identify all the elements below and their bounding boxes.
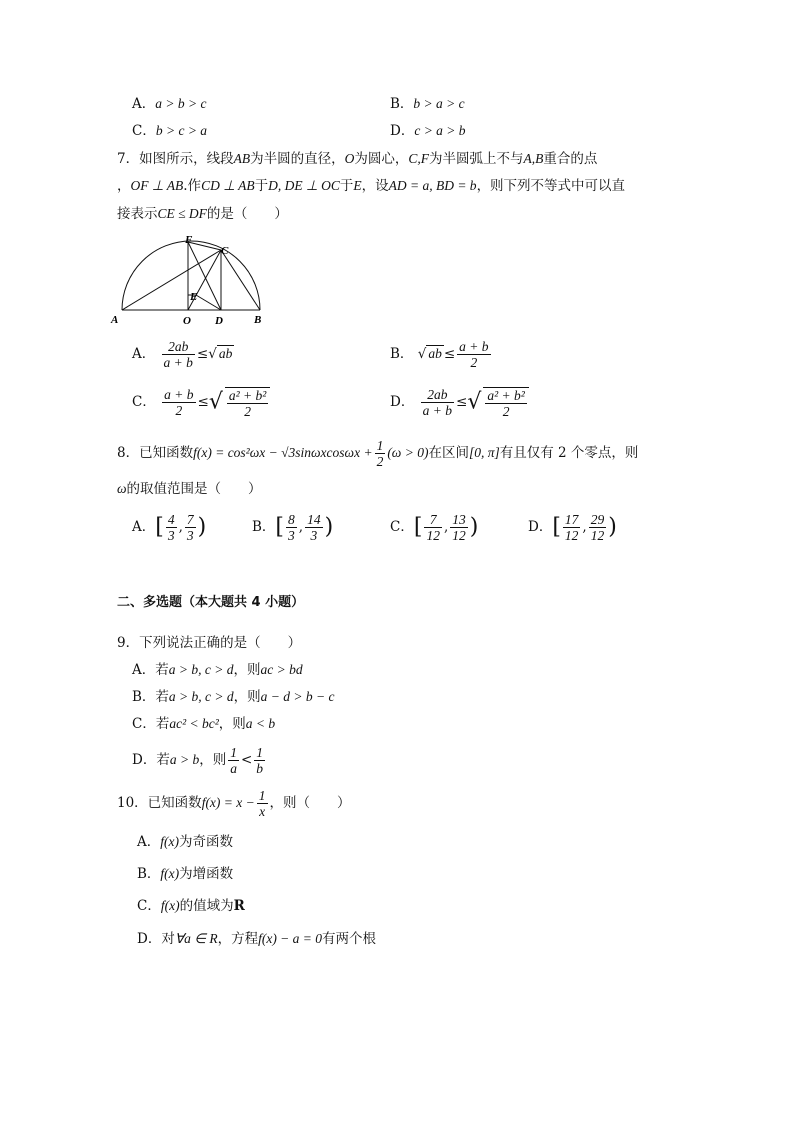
q6-option-a[interactable]: A．a > b > c [132,96,207,112]
q9-option-c[interactable]: C．若ac² < bc²，则a < b [132,716,276,732]
q6-option-c[interactable]: C．b > c > a [132,123,208,139]
q8-option-c[interactable]: C．[ $\frac{7}{12}$ , $\frac{13}{12}$ ) [390,512,479,543]
q8-stem-line2: ω的取值范围是（ ） [117,481,262,497]
label-o: O [183,315,191,327]
q7-option-b[interactable]: B． √ ab ≤ $\frac{a + b}{2}$ [390,339,489,370]
q8-stem-line1: 8．已知函数f(x) = cos²ωx − √3sinωxcosωx + $\frac{1}{2}$ (ω > 0)在区间[0, π]有且仅有 2 个零点，则 [117,438,639,469]
q10-option-a[interactable]: A．f(x)为奇函数 [137,834,233,850]
q8-option-a[interactable]: A．[ $\frac{4}{3}$ , $\frac{7}{3}$ ) [132,512,207,543]
q7-stem-line1: 7．如图所示，线段AB为半圆的直径，O为圆心，C,F为半圆弧上不与A,B重合的点 [117,151,598,167]
q7-stem-line2: ，OF ⊥ AB.作CD ⊥ AB于D, DE ⊥ OC于E，设AD = a, BD = b，则下列不等式中可以直 [117,178,626,194]
q10-option-c[interactable]: C．f(x)的值域为R [137,898,245,914]
q9-stem: 9．下列说法正确的是（ ） [117,635,302,651]
q10-option-d[interactable]: D．对∀a ∈ R，方程f(x) − a = 0有两个根 [137,931,377,947]
label-e: E [190,291,198,303]
q9-option-b[interactable]: B．若a > b, c > d，则a − d > b − c [132,689,335,705]
q9-option-d[interactable]: D．若a > b，则 $\frac{1}{a}$ < $\frac{1}{b}$ [132,745,264,776]
q7-option-c[interactable]: C． $\frac{a + b}{2}$ ≤√ $\frac{\text{a² + b²}}{2}$ [132,385,272,420]
q10-option-b[interactable]: B．f(x)为增函数 [137,866,234,882]
q7-semicircle-figure [108,232,268,328]
section-heading-multiple-choice: 二、多选题（本大题共 4 小题） [117,595,305,610]
label-d: D [215,315,223,327]
q6-option-b[interactable]: B．b > a > c [390,96,465,112]
label-f: F [185,234,193,246]
q8-option-d[interactable]: D．[ $\frac{17}{12}$ , $\frac{29}{12}$ ) [528,512,617,543]
label-c: C [221,245,229,257]
q9-option-a[interactable]: A．若a > b, c > d，则ac > bd [132,662,303,678]
label-b: B [254,314,262,326]
q8-option-b[interactable]: B．[ $\frac{8}{3}$ , $\frac{14}{3}$ ) [252,512,334,543]
q10-stem: 10．已知函数f(x) = x − $\frac{1}{x}$ ，则（ ） [117,788,351,819]
q7-stem-line3: 接表示CE ≤ DF的是（ ） [117,206,288,222]
segment-cb [221,250,260,310]
q7-option-d[interactable]: D． $\frac{2ab}{a + b}$ ≤√ $\frac{\text{a² + b²}}{2}$ [390,385,531,420]
label-a: A [111,314,119,326]
q7-option-a[interactable]: A． $\frac{2ab}{a + b}$ ≤√ ab [132,339,233,370]
q6-option-d[interactable]: D．c > a > b [390,123,466,139]
